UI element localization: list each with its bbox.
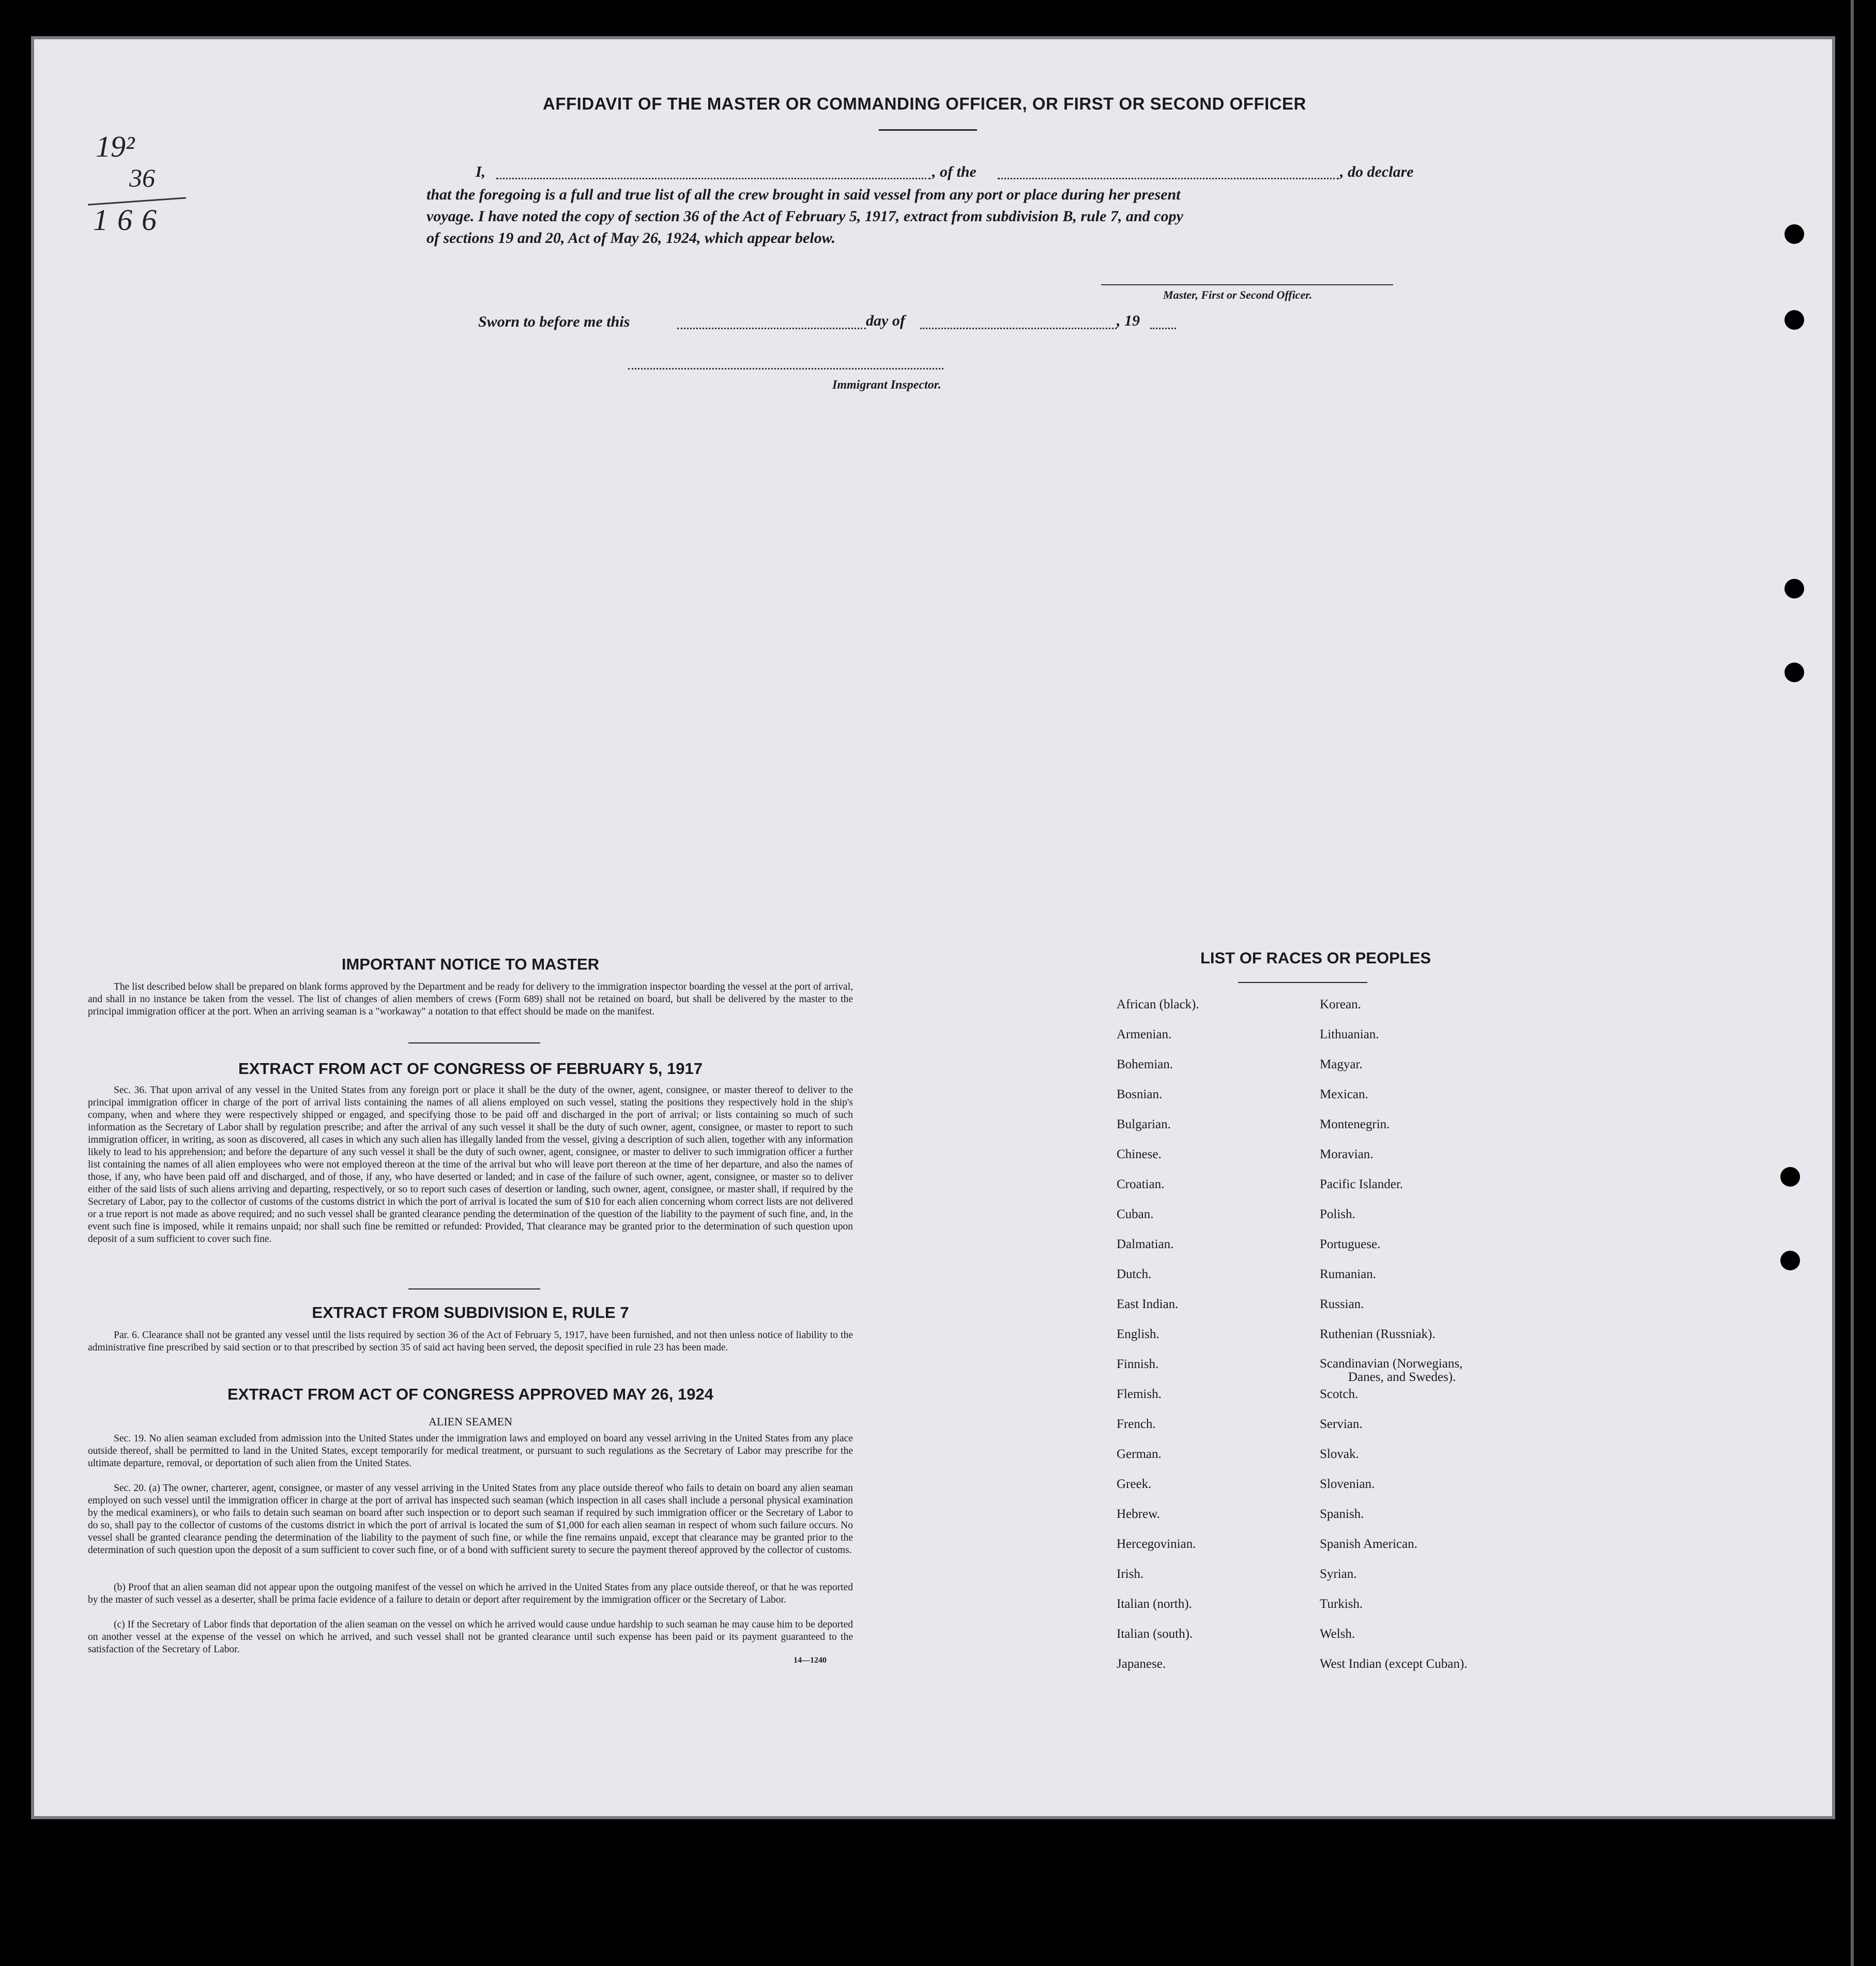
blank-day [677, 328, 866, 329]
race-item: Moravian. [1320, 1147, 1374, 1161]
race-item: Syrian. [1320, 1567, 1357, 1581]
affidavit-line1-declare: , do declare [1340, 163, 1414, 180]
margin-note: 36 [129, 163, 155, 192]
race-item: Turkish. [1320, 1597, 1363, 1611]
race-item: Slovak. [1320, 1447, 1359, 1461]
race-item: Magyar. [1320, 1057, 1363, 1071]
race-item: Ruthenian (Russniak). [1320, 1327, 1436, 1341]
extract3-p2: Sec. 20. (a) The owner, charterer, agent, consignee, or master of any vessel arriving in the United States from any place outside thereof who fails to detain on board any alien seaman employed on such vessel until the immigration officer in charge at the port of arrival has inspected such seaman (which inspection in all cases shall include a personal physical examination by the medical examiners), or who fails to detain such seaman on board after such inspection or to deport such seaman if required by such immigration officer or the Secretary of Labor to do so, shall pay to the collector of customs of the customs district in which the port of arrival is located the sum of $1,000 for each alien seaman in respect of whom such failure occurs. No vessel shall be granted clearance pending the determination of the liability to the payment of such fine, or while the fine remains unpaid, except that clearance may be granted prior to the determination of such question upon the deposit of a sum sufficient to cover such fine, or of a bond with sufficient surety to secure the payment thereof approved by the collector of customs. [88, 1483, 853, 1556]
binder-hole [1780, 1167, 1800, 1187]
affidavit-line1-i: I, [476, 163, 486, 180]
race-item: German. [1117, 1447, 1162, 1461]
year-label: , 19 [1117, 312, 1140, 329]
race-item: Hebrew. [1117, 1507, 1160, 1521]
sworn-label: Sworn to before me this [478, 313, 630, 330]
blank-vessel-rank [998, 178, 1339, 179]
day-of-label: day of [866, 312, 905, 329]
blank-name [496, 178, 931, 179]
race-item: Spanish American. [1320, 1537, 1417, 1551]
race-item-continuation: Danes, and Swedes). [1348, 1370, 1456, 1384]
extract3-p3: (b) Proof that an alien seaman did not appear upon the outgoing manifest of the vessel on which he arrived in the United States from any place outside thereof, or that he was reported by the master of such vessel as a deserter, shall be prima facie evidence of a failure to detain or deport after requirement by the immigration officer or the Secretary of Labor. [88, 1582, 853, 1605]
blank-year [1150, 328, 1176, 329]
race-item: English. [1117, 1327, 1160, 1341]
race-item [1320, 1357, 1467, 1387]
races-left-column [1117, 997, 1199, 1687]
signature-line [1101, 284, 1393, 285]
race-item: Spanish. [1320, 1507, 1364, 1521]
affidavit-line1-of-the: , of the [932, 163, 977, 180]
affidavit-line4: of sections 19 and 20, Act of May 26, 1924, which appear below. [426, 229, 836, 247]
inspector-signature-line [628, 368, 943, 370]
race-item: Cuban. [1117, 1207, 1154, 1221]
race-item: Italian (north). [1117, 1597, 1192, 1611]
divider [408, 1288, 540, 1289]
race-item: Irish. [1117, 1567, 1144, 1581]
page-edge [1851, 0, 1854, 1966]
affidavit-line3: voyage. I have noted the copy of section 36 of the Act of February 5, 1917, extract from subdivision B, rule 7, and copy [426, 208, 1183, 225]
binder-hole [1785, 310, 1804, 330]
extract3-p1: Sec. 19. No alien seaman excluded from admission into the United States under the immigration laws and employed on board any vessel arriving in the United States from any place outside thereof, shall be permitted to land in the United States, except temporarily for medical treatment, or pursuant to such regulations as the Secretary of Labor may prescribe for the ultimate departure, removal, or deportation of such alien from the United States. [88, 1433, 853, 1469]
form-number: 14—1240 [794, 1656, 827, 1665]
race-item: Croatian. [1117, 1177, 1165, 1191]
notice-body: The list described below shall be prepared on blank forms approved by the Department and be ready for delivery to the immigration inspector boarding the vessel at the port of arrival, and shall in no instance be taken from the vessel. The list of changes of alien members of crews (Form 689) shall not be retained on board, but shall be delivered by the master to the principal immigration officer at the port. When an arriving seaman is a "workaway" a notation to that effect should be made on the manifest. [88, 981, 853, 1017]
extract2-title: EXTRACT FROM SUBDIVISION E, RULE 7 [312, 1303, 629, 1322]
binder-hole [1785, 224, 1804, 244]
race-item: Montenegrin. [1320, 1117, 1390, 1131]
extract3-title: EXTRACT FROM ACT OF CONGRESS APPROVED MAY 26, 1924 [227, 1385, 713, 1403]
notice-title: IMPORTANT NOTICE TO MASTER [341, 955, 600, 973]
divider [879, 129, 977, 131]
race-item: Rumanian. [1320, 1267, 1377, 1281]
race-item: Bulgarian. [1117, 1117, 1171, 1131]
master-signature-label: Master, First or Second Officer. [1163, 288, 1313, 301]
extract1-body: Sec. 36. That upon arrival of any vessel in the United States from any foreign port or place it shall be the duty of the owner, agent, consignee, or master thereof to deliver to the principal immigration officer in charge of the port of arrival lists containing the names of all aliens employed on such vessel, stating the positions they respectively hold in the ship's company, when and where they were respectively shipped or engaged, and specifying those to be paid off and discharged in the port of arrival; or lists containing so much of such information as the Secretary of Labor shall by regulation prescribe; and after the arrival of any such vessel it shall be the duty of such owner, agent, consignee, or master to report to such immigration officer, in writing, as soon as discovered, all cases in which any such alien has illegally landed from the vessel, giving a description of such alien, together with any information likely to lead to his apprehension; and before the departure of any such vessel it shall be the duty of such owner, agent, consignee, or master to deliver to such immigration officer a further list containing the names of all alien employees who were not employed thereon at the time of the arrival but who will leave port thereon at the time of her departure, and also the names of those, if any, who have been paid off and discharged, and of those, if any, who have deserted or landed; and in case of the failure of such owner, agent, consignee, or master so to deliver either of the said lists of such aliens arriving and departing, respectively, or so to report such cases of desertion or landing, such owner, agent, consignee, or master shall, if required by the Secretary of Labor, pay to the collector of customs of the customs district in which the port of arrival is located the sum of $10 for each alien concerning whom correct lists are not delivered or a true report is not made as above required; and no such vessel shall be granted clearance pending the determination of the question of the liability to the payment of such fine, and, in the event such fine is imposed, while it remains unpaid; nor shall such fine be remitted or refunded: Provided, That clearance may be granted prior to the determination of such question upon deposit of a sum sufficient to cover such fine. [88, 1085, 853, 1245]
race-item: Bohemian. [1117, 1057, 1173, 1071]
binder-hole [1785, 663, 1804, 682]
extract3-p4: (c) If the Secretary of Labor finds that deportation of the alien seaman on the vessel on which he arrived would cause undue hardship to such seaman he may cause him to be deported on another vessel at the expense of the vessel on which he arrived, and such vessel shall not be granted clearance until such expense has been paid or its payment guaranteed to the satisfaction of the Secretary of Labor. [88, 1619, 853, 1655]
extract1-title: EXTRACT FROM ACT OF CONGRESS OF FEBRUARY 5, 1917 [238, 1059, 703, 1078]
margin-note: 166 [93, 203, 166, 237]
race-item: Bosnian. [1117, 1087, 1163, 1101]
race-item: African (black). [1117, 997, 1199, 1011]
affidavit-title: AFFIDAVIT OF THE MASTER OR COMMANDING OFFICER, OR FIRST OR SECOND OFFICER [543, 94, 1306, 113]
race-item: Hercegovinian. [1117, 1537, 1196, 1551]
binder-hole [1780, 1251, 1800, 1270]
race-item: Japanese. [1117, 1657, 1166, 1671]
race-item: Servian. [1320, 1417, 1363, 1431]
race-item: West Indian (except Cuban). [1320, 1657, 1468, 1671]
divider [1238, 982, 1367, 983]
race-item: Dalmatian. [1117, 1237, 1174, 1251]
races-right-column [1320, 997, 1467, 1687]
race-item: East Indian. [1117, 1297, 1179, 1311]
race-item: Pacific Islander. [1320, 1177, 1404, 1191]
extract3-subtitle: ALIEN SEAMEN [429, 1415, 512, 1428]
race-item: Greek. [1117, 1477, 1152, 1491]
race-item: Scotch. [1320, 1387, 1359, 1401]
race-item: Lithuanian. [1320, 1027, 1379, 1041]
race-item: Korean. [1320, 997, 1361, 1011]
race-item-line: Scandinavian (Norwegians, [1320, 1357, 1463, 1371]
race-item: Armenian. [1117, 1027, 1172, 1041]
binder-hole [1785, 579, 1804, 598]
race-item: Polish. [1320, 1207, 1355, 1221]
affidavit-line2: that the foregoing is a full and true list of all the crew brought in said vessel from any port or place during her present [426, 186, 1181, 203]
race-item: Finnish. [1117, 1357, 1159, 1371]
race-item: Italian (south). [1117, 1627, 1193, 1641]
race-item: Russian. [1320, 1297, 1364, 1311]
race-item: Chinese. [1117, 1147, 1162, 1161]
race-item: Mexican. [1320, 1087, 1368, 1101]
margin-note: 19² [96, 130, 135, 163]
race-item: Slovenian. [1320, 1477, 1375, 1491]
inspector-label: Immigrant Inspector. [832, 378, 941, 392]
races-title: LIST OF RACES OR PEOPLES [1200, 949, 1431, 967]
blank-month [920, 328, 1117, 329]
divider [408, 1042, 540, 1043]
race-item: French. [1117, 1417, 1156, 1431]
extract2-body: Par. 6. Clearance shall not be granted any vessel until the lists required by section 36 of the Act of February 5, 1917, have been furnished, and not then unless notice of liability to the administrative fine prescribed by said section or to that prescribed by section 35 of said act having been served, the deposit specified in rule 23 has been made. [88, 1330, 853, 1353]
race-item: Welsh. [1320, 1627, 1355, 1641]
race-item: Dutch. [1117, 1267, 1152, 1281]
race-item: Portuguese. [1320, 1237, 1381, 1251]
race-item: Flemish. [1117, 1387, 1162, 1401]
